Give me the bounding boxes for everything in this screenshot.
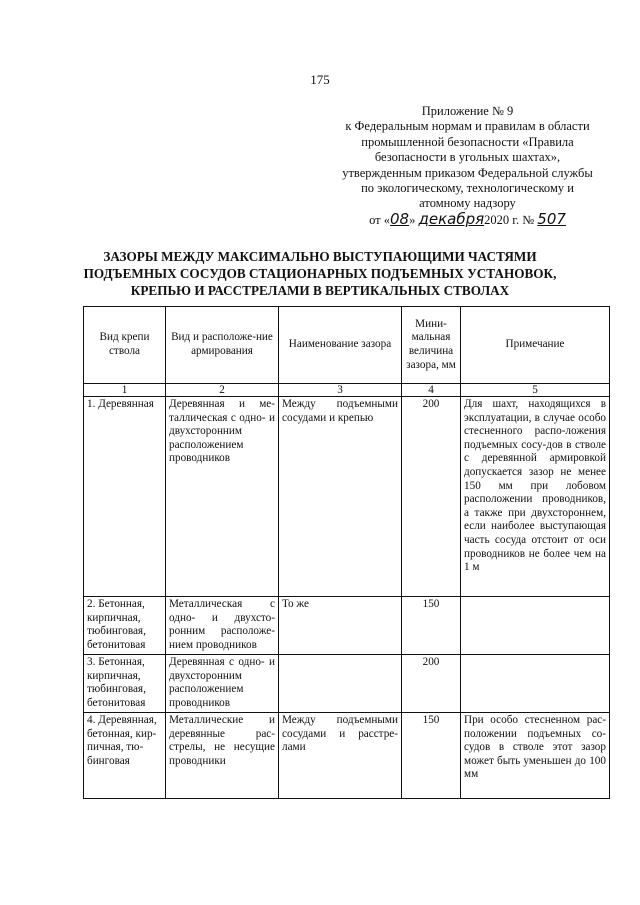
header-note: Примечание <box>461 307 610 384</box>
cell-reinforcement: Металлические и деревянные рас-стрелы, не несущие проводники <box>166 713 279 799</box>
cell-min-gap: 200 <box>402 397 461 597</box>
header-min-gap: Мини-мальная величина зазора, мм <box>402 307 461 384</box>
appendix-line: промышленной безопасности «Правила <box>361 134 574 149</box>
handwritten-day: 08 <box>390 209 410 228</box>
header-shaft-lining: Вид крепи ствола <box>84 307 166 384</box>
cell-reinforcement: Деревянная с одно- и двухсторонним расположением проводников <box>166 655 279 713</box>
cell-gap-name <box>279 655 402 713</box>
cell-min-gap: 200 <box>402 655 461 713</box>
cell-min-gap: 150 <box>402 597 461 655</box>
cell-gap-name: Между подъемными сосудами и крепью <box>279 397 402 597</box>
column-number: 3 <box>279 384 402 397</box>
gaps-table <box>83 306 610 799</box>
table-row <box>84 713 610 799</box>
document-title <box>60 248 580 299</box>
cell-shaft-lining: 3. Бетонная, кирпичная, тюбинговая, бетонитовая <box>84 655 166 713</box>
table-row <box>84 655 610 713</box>
appendix-title: Приложение № 9 <box>421 104 514 118</box>
column-number: 1 <box>84 384 166 397</box>
page-number: 175 <box>310 72 330 87</box>
appendix-line: атомному надзору <box>419 196 516 211</box>
date-prefix: от « <box>369 212 390 227</box>
table-row <box>84 397 610 597</box>
cell-reinforcement: Металлическая с одно- и двухсто-ронним расположе-нием проводников <box>166 597 279 655</box>
cell-shaft-lining: 2. Бетонная, кирпичная, тюбинговая, бетонитовая <box>84 597 166 655</box>
column-number-row <box>84 384 610 397</box>
column-number: 4 <box>402 384 461 397</box>
table-header-row <box>84 307 610 384</box>
handwritten-order-number: 507 <box>537 209 566 228</box>
cell-shaft-lining: 4. Деревянная, бетонная, кир-пичная, тю-бинговая <box>84 713 166 799</box>
cell-shaft-lining: 1. Деревянная <box>84 397 166 597</box>
order-date-line <box>330 209 605 228</box>
table-row <box>84 597 610 655</box>
cell-gap-name: То же <box>279 597 402 655</box>
title-line: ЗАЗОРЫ МЕЖДУ МАКСИМАЛЬНО ВЫСТУПАЮЩИМИ ЧАСТЯМИ <box>103 249 537 264</box>
cell-reinforcement: Деревянная и ме-таллическая с одно- и двухсторонним расположением проводников <box>166 397 279 597</box>
cell-note: Для шахт, находящихся в эксплуатации, в случае особо стесненного распо-ложения подъемных сосу-дов в стволе с деревянной армировкой допускается зазор не менее 150 мм при лобовом расположении проводников, а также при двухстороннем, если наиболее выступающая часть сосуда отстоит от оси проводников не более чем на 1 м <box>461 397 610 597</box>
cell-gap-name: Между подъемными сосудами и расстре-лами <box>279 713 402 799</box>
column-number: 2 <box>166 384 279 397</box>
cell-note <box>461 597 610 655</box>
appendix-line: к Федеральным нормам и правилам в области <box>345 119 590 134</box>
cell-note: При особо стесненном рас-положении подъемных со-судов в стволе этот зазор может быть уменьшен до 100 мм <box>461 713 610 799</box>
appendix-line: безопасности в угольных шахтах», <box>374 150 561 165</box>
title-line: КРЕПЬЮ И РАССТРЕЛАМИ В ВЕРТИКАЛЬНЫХ СТВОЛАХ <box>130 283 510 298</box>
header-reinforcement: Вид и расположе-ние армирования <box>166 307 279 384</box>
date-separator: » <box>409 212 419 227</box>
handwritten-month: декабря <box>418 209 485 228</box>
appendix-header <box>330 104 605 228</box>
appendix-line: утвержденным приказом Федеральной службы <box>342 165 593 180</box>
cell-min-gap: 150 <box>402 713 461 799</box>
appendix-line: по экологическому, технологическому и <box>361 181 574 196</box>
cell-note <box>461 655 610 713</box>
column-number: 5 <box>461 384 610 397</box>
date-year: 2020 г. № <box>484 212 538 227</box>
header-gap-name: Наименование зазора <box>279 307 402 384</box>
title-line: ПОДЪЕМНЫХ СОСУДОВ СТАЦИОНАРНЫХ ПОДЪЕМНЫХ УСТАНОВОК, <box>83 266 557 281</box>
